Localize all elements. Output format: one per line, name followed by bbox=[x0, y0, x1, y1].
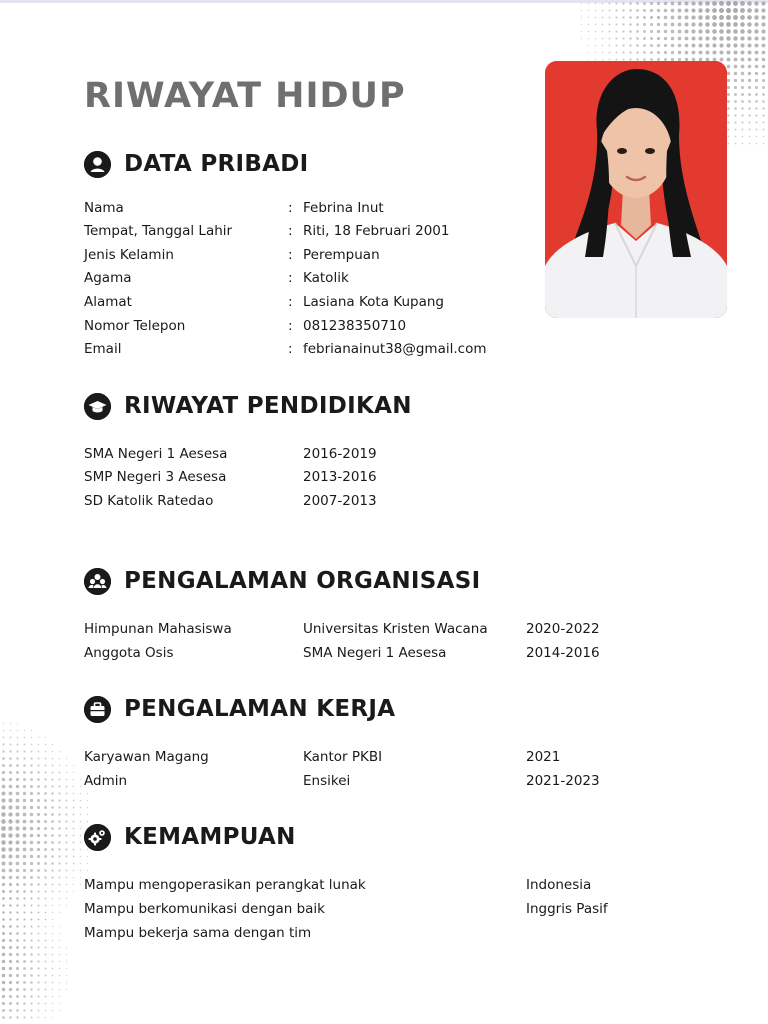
skill-item: Mampu berkomunikasi dengan baik bbox=[84, 901, 325, 917]
language-item: Indonesia bbox=[526, 877, 592, 893]
language-item: Inggris Pasif bbox=[526, 901, 608, 917]
info-row-email bbox=[84, 338, 724, 360]
section-kerja bbox=[84, 693, 395, 725]
work-row bbox=[84, 746, 724, 768]
skill-item: Mampu bekerja sama dengan tim bbox=[84, 925, 312, 941]
separator: : bbox=[288, 200, 293, 216]
info-label: Alamat bbox=[84, 294, 132, 310]
page-title: RIWAYAT HIDUP bbox=[84, 76, 406, 116]
info-value: 081238350710 bbox=[303, 318, 407, 334]
info-label: Email bbox=[84, 341, 122, 357]
organization-row bbox=[84, 642, 724, 664]
school-name: SMA Negeri 1 Aesesa bbox=[84, 446, 228, 462]
info-row-ttl bbox=[84, 220, 724, 242]
org-place: SMA Negeri 1 Aesesa bbox=[303, 645, 447, 661]
briefcase-icon bbox=[84, 696, 111, 723]
info-label: Nomor Telepon bbox=[84, 318, 186, 334]
info-label: Agama bbox=[84, 270, 132, 286]
gears-icon bbox=[84, 824, 111, 851]
school-name: SMP Negeri 3 Aesesa bbox=[84, 469, 227, 485]
skill-row bbox=[84, 874, 724, 896]
skill-row bbox=[84, 922, 724, 944]
graduation-cap-icon bbox=[84, 393, 111, 420]
group-icon bbox=[84, 568, 111, 595]
education-row bbox=[84, 466, 724, 488]
work-role: Admin bbox=[84, 773, 128, 789]
org-years: 2020-2022 bbox=[526, 621, 600, 637]
organization-row bbox=[84, 618, 724, 640]
skill-item: Mampu mengoperasikan perangkat lunak bbox=[84, 877, 366, 893]
work-years: 2021-2023 bbox=[526, 773, 600, 789]
info-value: Riti, 18 Februari 2001 bbox=[303, 223, 450, 239]
info-label: Nama bbox=[84, 200, 124, 216]
info-row-agama bbox=[84, 267, 724, 289]
work-years: 2021 bbox=[526, 749, 561, 765]
info-value: Lasiana Kota Kupang bbox=[303, 294, 444, 310]
section-title: KEMAMPUAN bbox=[124, 824, 296, 850]
separator: : bbox=[288, 247, 293, 263]
work-place: Kantor PKBI bbox=[303, 749, 383, 765]
school-name: SD Katolik Ratedao bbox=[84, 493, 214, 509]
skill-row bbox=[84, 898, 724, 920]
section-title: PENGALAMAN KERJA bbox=[124, 696, 396, 722]
info-label: Jenis Kelamin bbox=[84, 247, 174, 263]
info-value: Febrina Inut bbox=[303, 200, 384, 216]
org-years: 2014-2016 bbox=[526, 645, 600, 661]
section-title: PENGALAMAN ORGANISASI bbox=[124, 568, 481, 594]
info-row-jenis-kelamin bbox=[84, 244, 724, 266]
school-years: 2007-2013 bbox=[303, 493, 377, 509]
section-title: RIWAYAT PENDIDIKAN bbox=[124, 393, 412, 419]
org-place: Universitas Kristen Wacana bbox=[303, 621, 488, 637]
section-kemampuan bbox=[84, 821, 296, 853]
info-value: febrianainut38@gmail.com bbox=[303, 341, 487, 357]
work-role: Karyawan Magang bbox=[84, 749, 209, 765]
org-role: Anggota Osis bbox=[84, 645, 174, 661]
section-data-pribadi bbox=[84, 148, 309, 180]
school-years: 2013-2016 bbox=[303, 469, 377, 485]
info-value: Perempuan bbox=[303, 247, 380, 263]
school-years: 2016-2019 bbox=[303, 446, 377, 462]
separator: : bbox=[288, 270, 293, 286]
info-row-telepon bbox=[84, 315, 724, 337]
separator: : bbox=[288, 341, 293, 357]
halftone-decoration-bottom bbox=[0, 720, 90, 1024]
work-row bbox=[84, 770, 724, 792]
info-value: Katolik bbox=[303, 270, 349, 286]
section-pendidikan bbox=[84, 390, 412, 422]
section-organisasi bbox=[84, 565, 480, 597]
info-row-nama bbox=[84, 197, 724, 219]
education-row bbox=[84, 443, 724, 465]
separator: : bbox=[288, 318, 293, 334]
section-title: DATA PRIBADI bbox=[124, 151, 309, 177]
org-role: Himpunan Mahasiswa bbox=[84, 621, 232, 637]
user-icon bbox=[84, 151, 111, 178]
info-row-alamat bbox=[84, 291, 724, 313]
education-row bbox=[84, 490, 724, 512]
work-place: Ensikei bbox=[303, 773, 351, 789]
separator: : bbox=[288, 223, 293, 239]
separator: : bbox=[288, 294, 293, 310]
info-label: Tempat, Tanggal Lahir bbox=[84, 223, 233, 239]
